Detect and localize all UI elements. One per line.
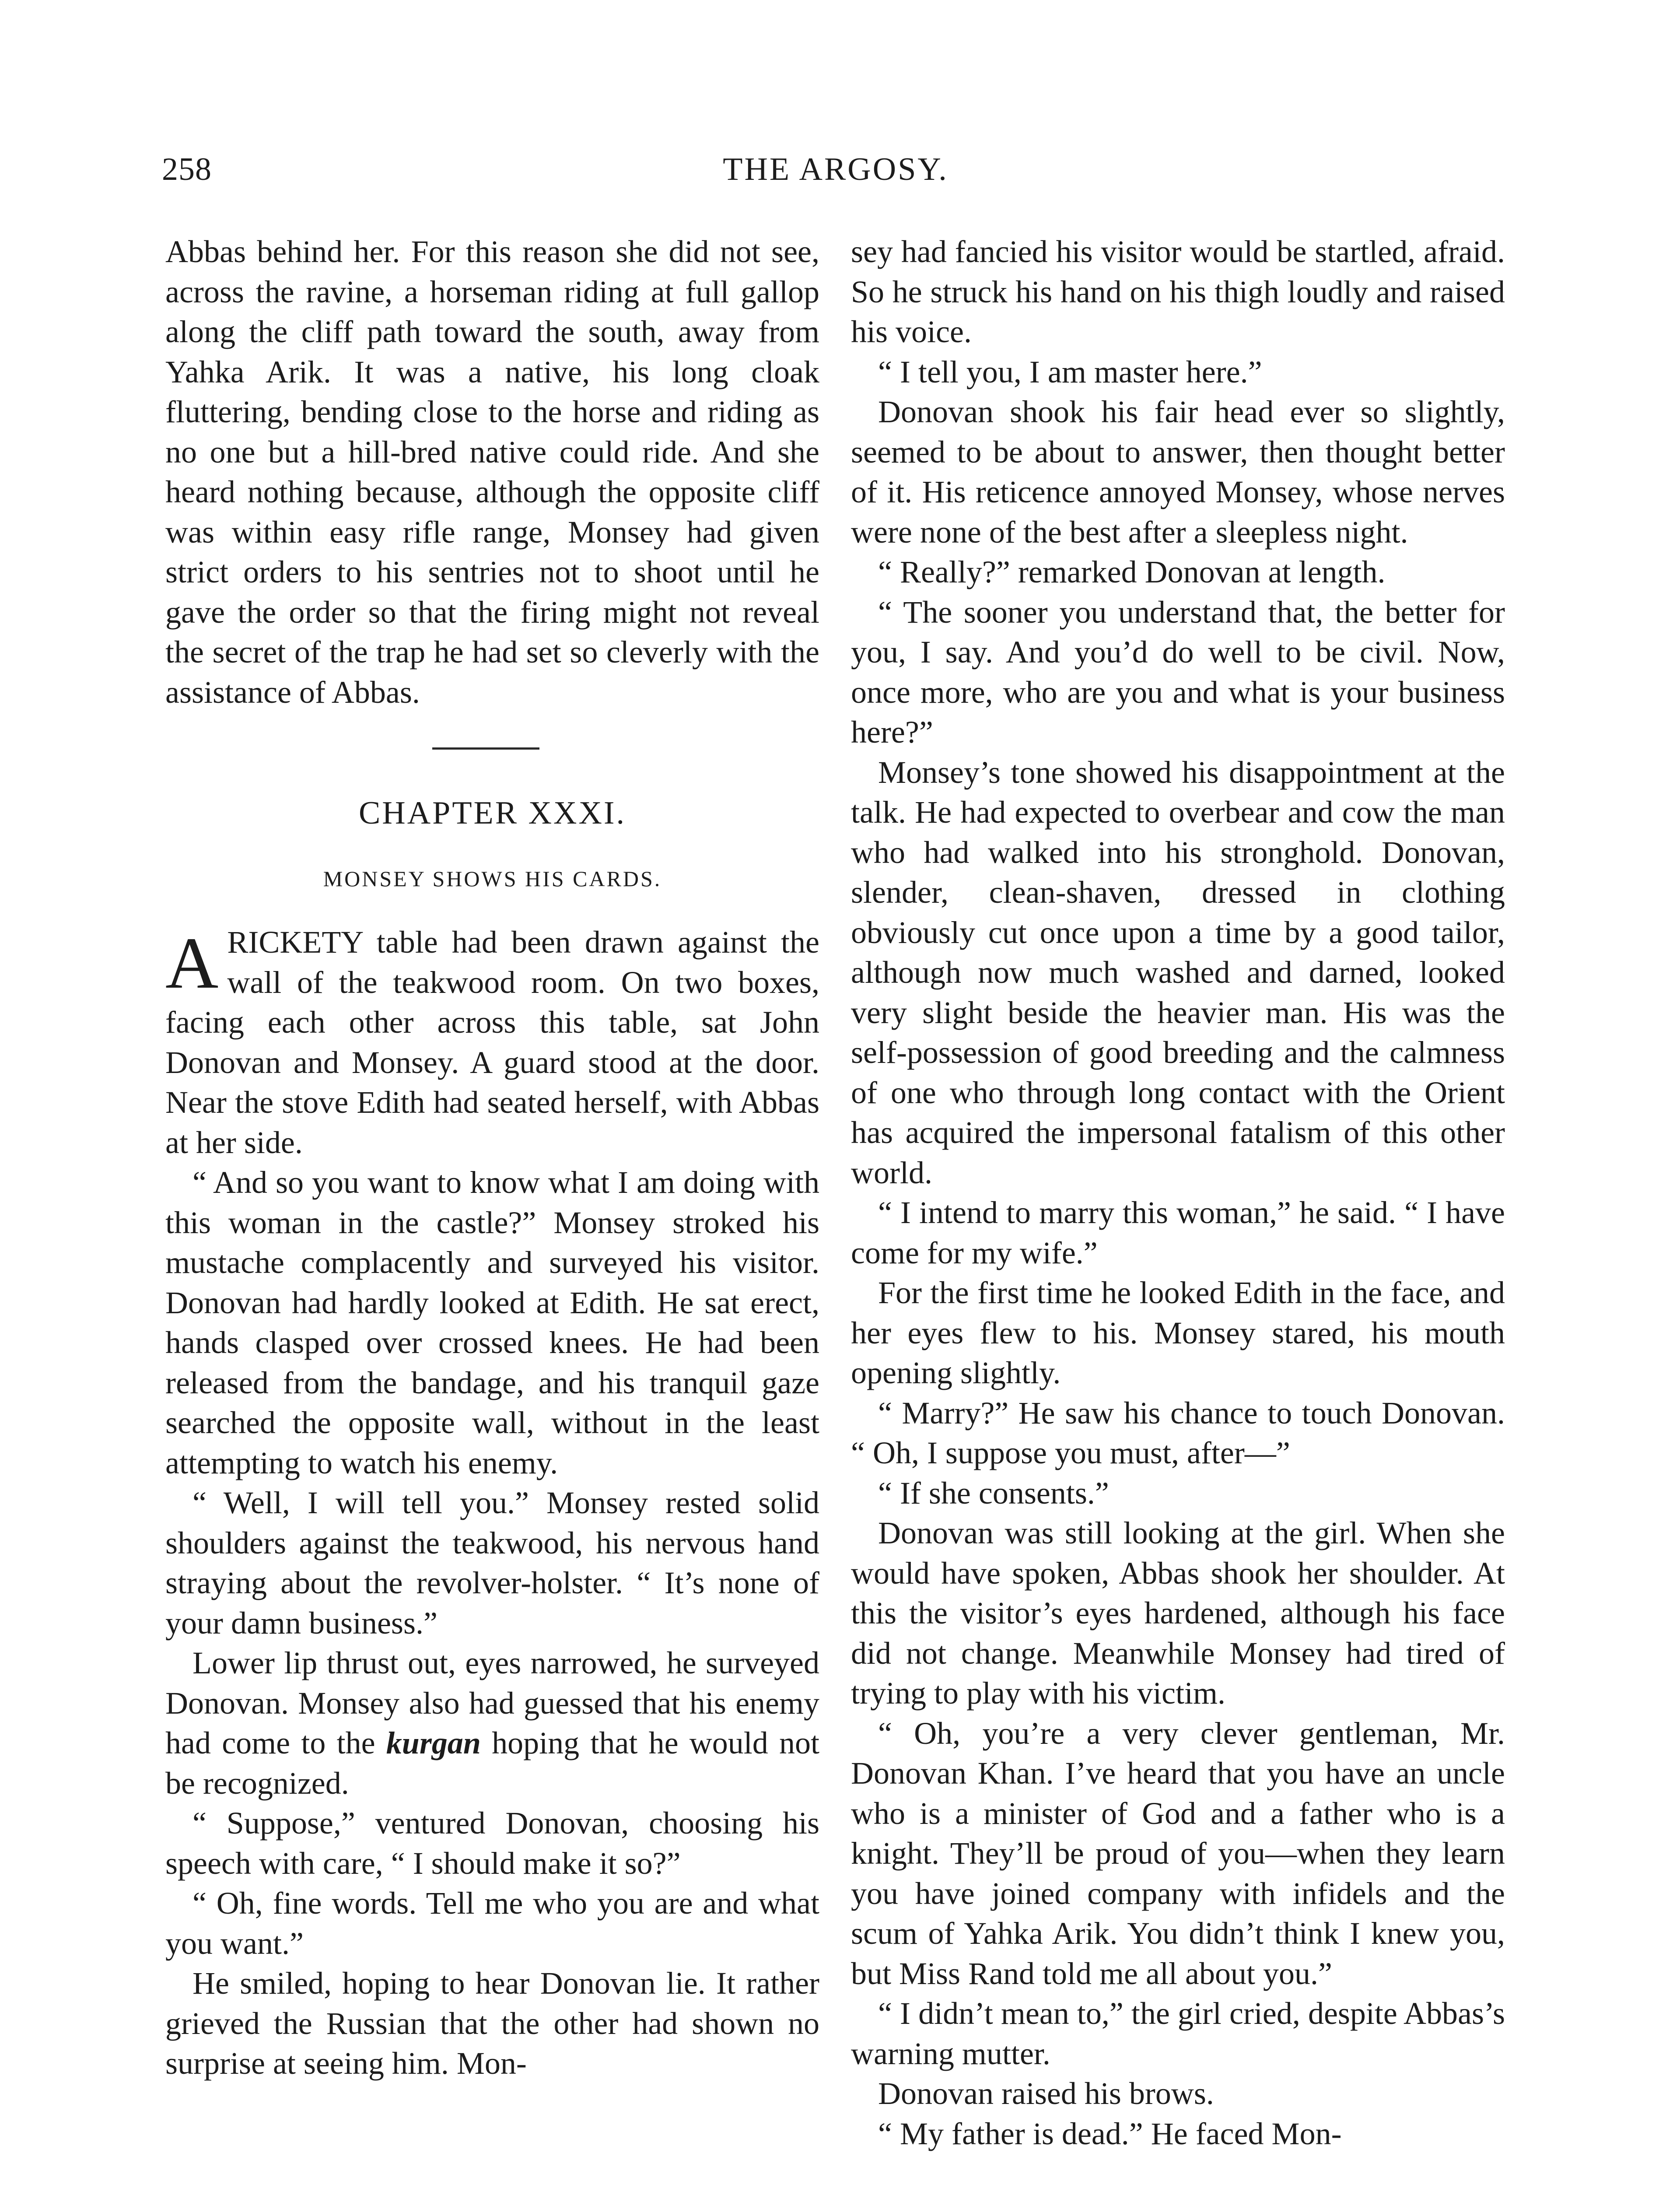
paragraph: sey had fancied his visitor would be startled, afraid. So he struck his hand on his thigh loudly and raised his voice. bbox=[851, 234, 1505, 349]
paragraph: Monsey’s tone showed his disappointment at the talk. He had expected to overbear and cow the man who had walked into his stronghold. Donovan, slender, clean-shaven, dressed in clothing obviously cut once upon a time by a good tailor, although now much washed and darned, looked very slight beside the heavier man. His was the self-possession of good breeding and the calmness of one who through long contact with the Orient has acquired the impersonal fatalism of this other world. bbox=[851, 754, 1505, 1190]
paragraph: Donovan was still looking at the girl. When she would have spoken, Abbas shook her shoulder. At this the visitor’s eyes hardened, although his face did not change. Meanwhile Monsey had tired of trying to play with his victim. bbox=[851, 1515, 1505, 1711]
paragraph-text: Lower lip thrust out, eyes narrowed, he surveyed Donovan. Monsey also had guessed that his enemy had come to the bbox=[165, 1645, 819, 1760]
chapter-title: CHAPTER XXXI. bbox=[358, 795, 626, 831]
paragraph: For the first time he looked Edith in the face, and her eyes flew to his. Monsey stared, his mouth opening slightly. bbox=[851, 1275, 1505, 1390]
paragraph: “ And so you want to know what I am doing with this woman in the castle?” Monsey stroked his mustache complacently and surveyed his visitor. Donovan had hardly looked at Edith. He sat erect, hands clasped over crossed knees. He had been released from the bandage, and his tranquil gaze searched the opposite wall, without in the least attempting to watch his enemy. bbox=[165, 1165, 819, 1480]
page-header bbox=[162, 151, 1509, 199]
paragraph: “ Oh, you’re a very clever gentleman, Mr. Donovan Khan. I’ve heard that you have an uncle who is a minister of God and a father who is a knight. They’ll be proud of you—when they learn you have joined company with infidels and the scum of Yahka Arik. You didn’t think I knew you, but Miss Rand told me all about you.” bbox=[851, 1715, 1505, 1991]
section-divider bbox=[165, 712, 819, 787]
paragraph: “ I intend to marry this woman,” he said. “ I have come for my wife.” bbox=[851, 1195, 1505, 1270]
paragraph: “ I tell you, I am master here.” bbox=[878, 354, 1262, 389]
opening-paragraph-text: RICKETY table had been drawn against the wall of the teakwood room. On two boxes, facing each other across this table, sat John Donovan and Monsey. A guard stood at the door. Near the stove Edith had seated herself, with Abbas at her side. bbox=[165, 925, 819, 1160]
paragraph: “ My father is dead.” He faced Mon- bbox=[878, 2116, 1342, 2151]
paragraph bbox=[165, 1643, 819, 1803]
paragraph: “ The sooner you understand that, the better for you, I say. And you’d do well to be civil. Now, once more, who are you and what is your business here?” bbox=[851, 594, 1505, 750]
paragraph: “ If she consents.” bbox=[878, 1475, 1109, 1511]
paragraph: Donovan shook his fair head ever so slightly, seemed to be about to answer, then thought better of it. His reticence annoyed Monsey, whose nerves were none of the best after a sleepless night. bbox=[851, 394, 1505, 550]
right-column bbox=[851, 232, 1505, 2154]
left-column bbox=[165, 232, 819, 2084]
italic-word: kurgan bbox=[386, 1725, 481, 1760]
drop-cap: A bbox=[165, 922, 219, 1004]
page-number: 258 bbox=[162, 151, 212, 187]
paragraph: “ Well, I will tell you.” Monsey rested solid shoulders against the teakwood, his nervous hand straying about the revolver-holster. “ It’s none of your damn business.” bbox=[165, 1485, 819, 1641]
paragraph: “ Marry?” He saw his chance to touch Donovan. “ Oh, I suppose you must, after—” bbox=[851, 1395, 1505, 1470]
paragraph: “ Oh, fine words. Tell me who you are and what you want.” bbox=[165, 1886, 819, 1961]
opening-paragraph bbox=[165, 922, 819, 1163]
paragraph: “ Suppose,” ventured Donovan, choosing his speech with care, “ I should make it so?” bbox=[165, 1806, 819, 1881]
paragraph: Donovan raised his brows. bbox=[878, 2076, 1214, 2111]
paragraph: “ I didn’t mean to,” the girl cried, despite Abbas’s warning mutter. bbox=[851, 1996, 1505, 2071]
running-title: THE ARGOSY. bbox=[723, 151, 948, 187]
paragraph-text: hoping that he would not be recognized. bbox=[165, 1725, 819, 1801]
chapter-subtitle: MONSEY SHOWS HIS CARDS. bbox=[323, 866, 662, 891]
paragraph: “ Really?” remarked Donovan at length. bbox=[878, 554, 1386, 589]
paragraph: He smiled, hoping to hear Donovan lie. It rather grieved the Russian that the other had shown no surprise at seeing him. Mon- bbox=[165, 1966, 819, 2081]
paragraph: Abbas behind her. For this reason she did not see, across the ravine, a horseman riding at full gallop along the cliff path toward the south, away from Yahka Arik. It was a native, his long cloak fluttering, bending close to the horse and riding as no one but a hill-bred native could ride. And she heard nothing because, although the opposite cliff was within easy rifle range, Monsey had given strict orders to his sentries not to shoot until he gave the order so that the firing might not reveal the secret of the trap he had set so cleverly with the assistance of Abbas. bbox=[165, 234, 819, 710]
